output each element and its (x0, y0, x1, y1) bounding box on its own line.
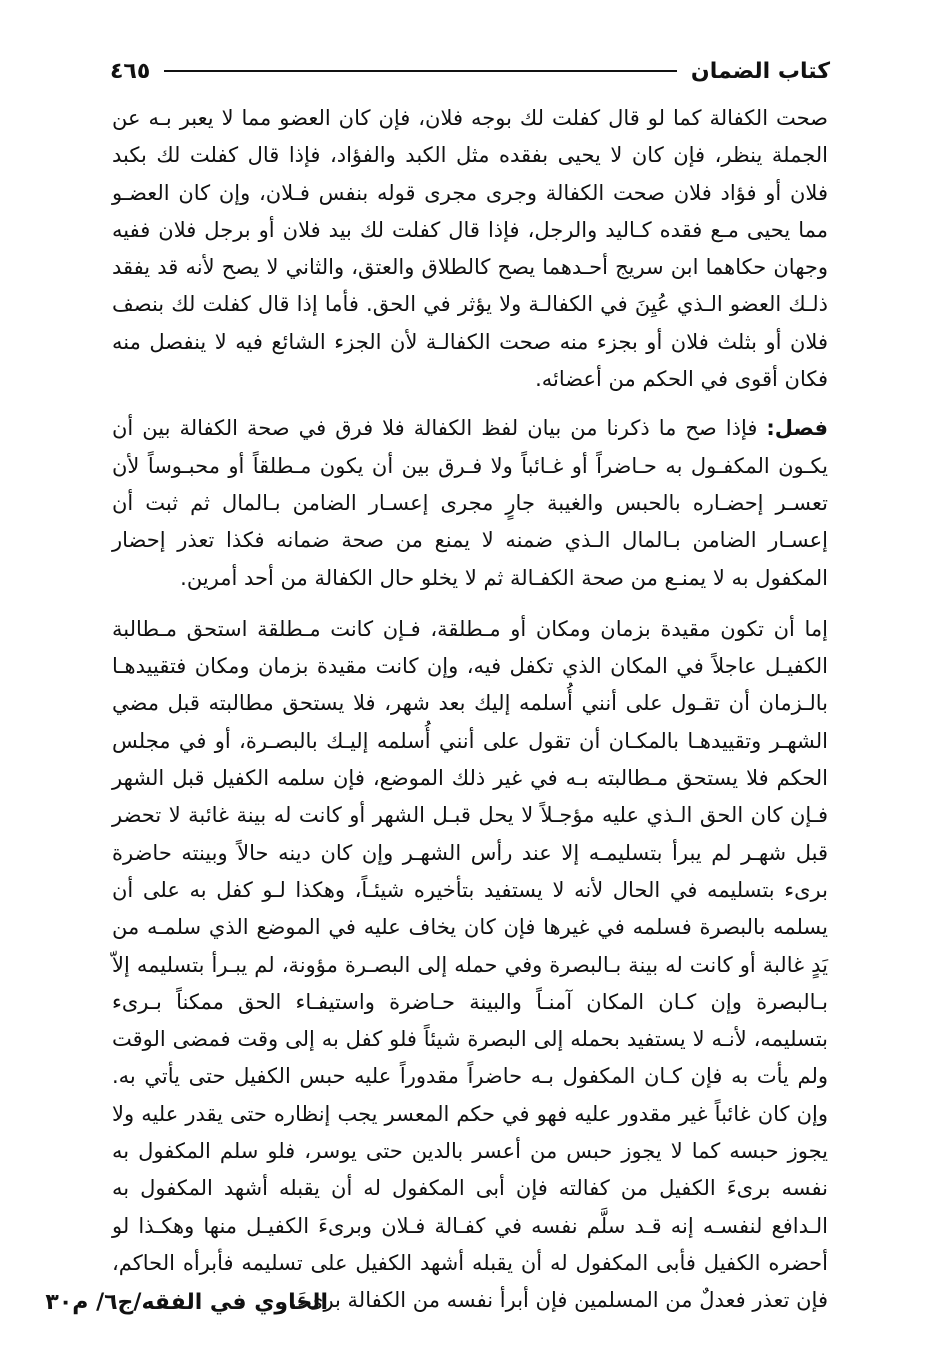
chapter-title: كتاب الضمان (690, 58, 830, 84)
paragraph-2 (112, 410, 828, 596)
paragraph-2-text: فإذا صح ما ذكرنا من بيان لفظ الكفالة فلا فرق في صحة الكفالة بين أن يكـون المكفـول به حـاضراً أو غـائباً ولا فـرق بين أن يكون مـطلقاً أو محبـوساً لأن تعسـر إحضـاره بالحبس والغيبة جارٍ مجرى إعسـار الضامن بـالمال ثم ثبت أن إعسـار الضامن بـالمال الـذي ضمنه لا يمنع من صحة ضمانه فكذا تعذر إحضار المكفول به لا يمنـع من صحة الكفـالة ثم لا يخلو حال الكفالة من أحد أمرين. (112, 416, 828, 590)
paragraph-3-text: إما أن تكون مقيدة بزمان ومكان أو مـطلقة، فـإن كانت مـطلقة استحق مـطالبة الكفيـل عاجلاً في المكان الذي تكفل فيه، وإن كانت مقيدة بزمان ومكان فتقييدهـا بالـزمان أن تقـول على أنني أُسلمه إليك بعد شهر، فلا يستحق مطالبته قبل مضي الشهـر وتقييدهـا بالمكـان أن تقول على أنني أُسلمه إليـك بالبصـرة، أو في مجلس الحكم فلا يستحق مـطالبته بـه في غير ذلك الموضع، فإن سلمه الكفيل قبل الشهر فـإن كان الحق الـذي عليه مؤجـلاً لا يحل قبـل الشهر أو كانت له بينة غائبة لا تحضر قبل شهـر لم يبرأ بتسليمـه إلا عند رأس الشهـر وإن كان دينه حالاً وبينته حاضرة برىء بتسليمه في الحال لأنه لا يستفيد بتأخيره شيئـاً، وهكذا لـو كفل به على أن يسلمه بالبصرة فسلمه في غيرها فإن كان يخاف عليه في الموضع الذي سلمـه من يَدٍ غالبة أو كانت له بينة بـالبصرة وفي حمله إلى البصـرة مؤونة، لم يبـرأ بتسليمه إلاّ بـالبصرة وإن كـان المكان آمنـاً والبينة حـاضرة واستيفـاء الحق ممكناً بـرىء بتسليمه، لأنـه لا يستفيد بحمله إلى البصرة شيئاً فلو كفل به إلى وقت فمضى الوقت ولم يأت به فإن كـان المكفول بـه حاضراً مقدوراً عليه حبس الكفيل حتى يأتي به. وإن كان غائباً غير مقدور عليه فهو في حكم المعسر يجب إنظاره حتى يقدر عليه ولا يجوز حبسه كما لا يجوز حبس من أعسر بالدين حتى يوسر، فلو سلم المكفول به نفسه برىءَ الكفيل من كفالته فإن أبى المكفول له أن يقبله أشهد المكفول به الـدافع لنفسـه إنه قـد سلَّم نفسه في كفـالة فـلان وبرىءَ الكفيـل منها وهكـذا لو أحضره الكفيل فأبى المكفول له أن يقبله أشهد الكفيل على تسليمه فأبرأه الحاكم، فإن تعذر فعدلٌ من المسلمين فإن أبرأ نفسه من الكفالة برىءَ. (112, 616, 828, 1313)
footer-signature: الحاوي في الفقه/ج٦/ م٣٠ (45, 1290, 328, 1315)
paragraph-1-text: صحت الكفالة كما لو قال كفلت لك بوجه فلان، فإن كان العضو مما لا يعبر بـه عن الجملة ينظر، فإن كان لا يحيى بفقده مثل الكبد والفؤاد، فإذا قال كفلت لك بكبد فلان أو فؤاد فلان صحت الكفالة وجرى مجرى قوله بنفس فـلان، وإن كان العضـو مما يحيى مـع فقده كـاليد والرجل، فإذا قال كفلت لك بيد فلان أو برجل فلان ففيه وجهان حكاهما ابن سريج أحـدهما يصح كالطلاق والعتق، والثاني لا يصح لأنه قد يفقد ذلـك العضو الـذي عُيِنَ في الكفالـة ولا يؤثر في الحق. فأما إذا قال كفلت لك بنصف فلان أو بثلث فلان أو بجزء منه صحت الكفالـة لأن الجزء الشائع فيه لا ينفصل منه فكان أقوى في الحكم من أعضائه. (112, 106, 828, 392)
paragraph-1 (112, 100, 828, 398)
section-lead-word: فصل: (766, 416, 828, 441)
running-header (110, 54, 830, 88)
body-text (112, 100, 828, 1320)
page-number: ٤٦٥ (110, 58, 151, 84)
paragraph-3 (112, 611, 828, 1320)
header-rule (164, 70, 677, 72)
